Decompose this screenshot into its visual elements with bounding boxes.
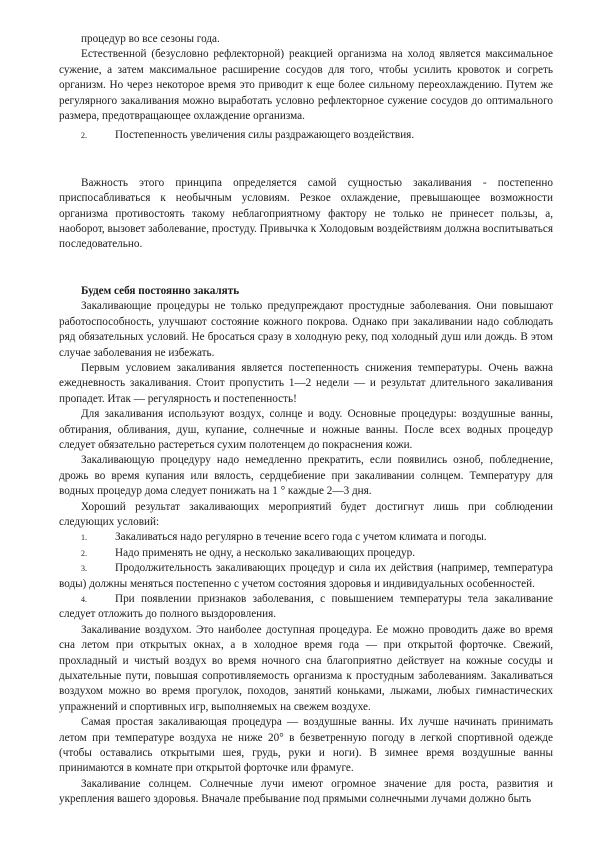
list-item-text: Продолжительность закаливающих процедур и сила их действия (например, температура воды) должны меняться постепенно с учетом состояния здоровья и индивидуальных особенностей. — [59, 562, 553, 590]
list-item — [59, 592, 553, 623]
paragraph-stop: Закаливающую процедуру надо немедленно прекратить, если появились озноб, побледнение, дрожь во время купания или вялость, сердцебиение при закаливании солнцем. Температуру для водных процедур дома следует понижать на 1 ° каждые 2—3 дня. — [59, 454, 553, 498]
list-number: 3. — [81, 564, 87, 574]
paragraph-air-hardening: Закаливание воздухом. Это наиболее доступная процедура. Ее можно проводить даже во время сна летом при открытых окнах, а в холодное время года — при открытой форточке. Свежий, прохладный и чистый воздух во время ночного сна благоприятно действует на кожные сосуды и дыхательные пути, повышая сопротивляемость организма к простудным заболеваниям. Закаливаться воздухом можно во время прогулок, походов, занятий коньками, лыжами, любых гимнастических упражнений и спортивных игр, выполняемых на свежем воздухе. — [59, 623, 553, 713]
paragraph-first-condition: Первым условием закаливания является постепенность снижения температуры. Очень важна ежедневность закаливания. Стоит пропустить 1—2 недели — и результат длительного закаливания пропадет. Итак — регулярность и постепенность! — [59, 361, 553, 405]
paragraph-importance: Важность этого принципа определяется самой сущностью закаливания - постепенно приспосабливаться к необычным условиям. Резкое охлаждение, превышающее возможности организма противостоять такому неблагоприятному фактору не только не принесет пользы, а, наоборот, вызовет заболевание, простуду. Привычка к Холодовым воздействиям должна воспитываться последовательно. — [59, 176, 553, 251]
spacer — [59, 253, 553, 284]
list-item-text: При появлении признаков заболевания, с повышением температуры тела закаливание следует отложить до полного выздоровления. — [59, 593, 553, 621]
list-item — [59, 530, 553, 545]
spacer — [59, 144, 553, 176]
paragraph-sun-hardening: Закаливание солнцем. Солнечные лучи имеют огромное значение для роста, развития и укрепления вашего здоровья. Вначале пребывание под прямыми солнечными лучами должно быть — [59, 777, 553, 806]
paragraph-intro: Закаливающие процедуры не только предупреждают простудные заболевания. Они повышают работоспособность, улучшают состояние кожного покрова. Однако при закаливании надо соблюдать ряд обязательных условий. Не бросаться сразу в холодную реку, под холодный душ или дождь. В этом случае заболевания не избежать. — [59, 300, 553, 359]
paragraph-methods: Для закаливания используют воздух, солнце и воду. Основные процедуры: воздушные ванны, обтирания, обливания, душ, купание, солнечные и ножные ванны. После всех водных процедур следует обязательно растереться сухим полотенцем до покраснения кожи. — [59, 408, 553, 451]
paragraph-reflex: Естественной (безусловно рефлекторной) реакцией организма на холод является максимальное сужение, а затем максимальное расширение сосудов для того, чтобы усилить кровоток и согреть организм. Но через некоторое время это приводит к еще более сильному переохлаждению. Путем же регулярного закаливания можно выработать условно рефлекторное сужение сосудов до оптимального размера, предотвращающее охлаждение организма. — [59, 48, 553, 123]
paragraph-continuation: процедур во все сезоны года. — [81, 33, 220, 45]
list-item-text: Надо применять не одну, а несколько закаливающих процедур. — [115, 546, 416, 559]
list-item — [59, 546, 553, 561]
list-item-2 — [59, 128, 553, 143]
list-number: 2. — [81, 131, 87, 141]
list-item-text: Закаливаться надо регулярно в течение всего года с учетом климата и погоды. — [115, 531, 487, 544]
list-item — [59, 561, 553, 592]
document-body — [59, 32, 553, 808]
paragraph-conditions: Хороший результат закаливающих мероприятий будет достигнут лишь при соблюдении следующих условий: — [59, 500, 553, 528]
list-number: 1. — [81, 533, 87, 543]
list-item-text: Постепенность увеличения силы раздражающего воздействия. — [115, 129, 415, 142]
section-heading: Будем себя постоянно закалять — [81, 284, 240, 297]
list-number: 2. — [81, 548, 87, 558]
paragraph-air-baths: Самая простая закаливающая процедура — воздушные ванны. Их лучше начинать принимать летом при температуре воздуха не ниже 20° в безветренную погоду в легкой спортивной одежде (чтобы оставались открытыми шея, грудь, руки и ноги). В зимнее время воздушные ванны принимаются в комнате при открытой форточке или фрамуге. — [59, 716, 553, 775]
list-number: 4. — [81, 595, 87, 604]
